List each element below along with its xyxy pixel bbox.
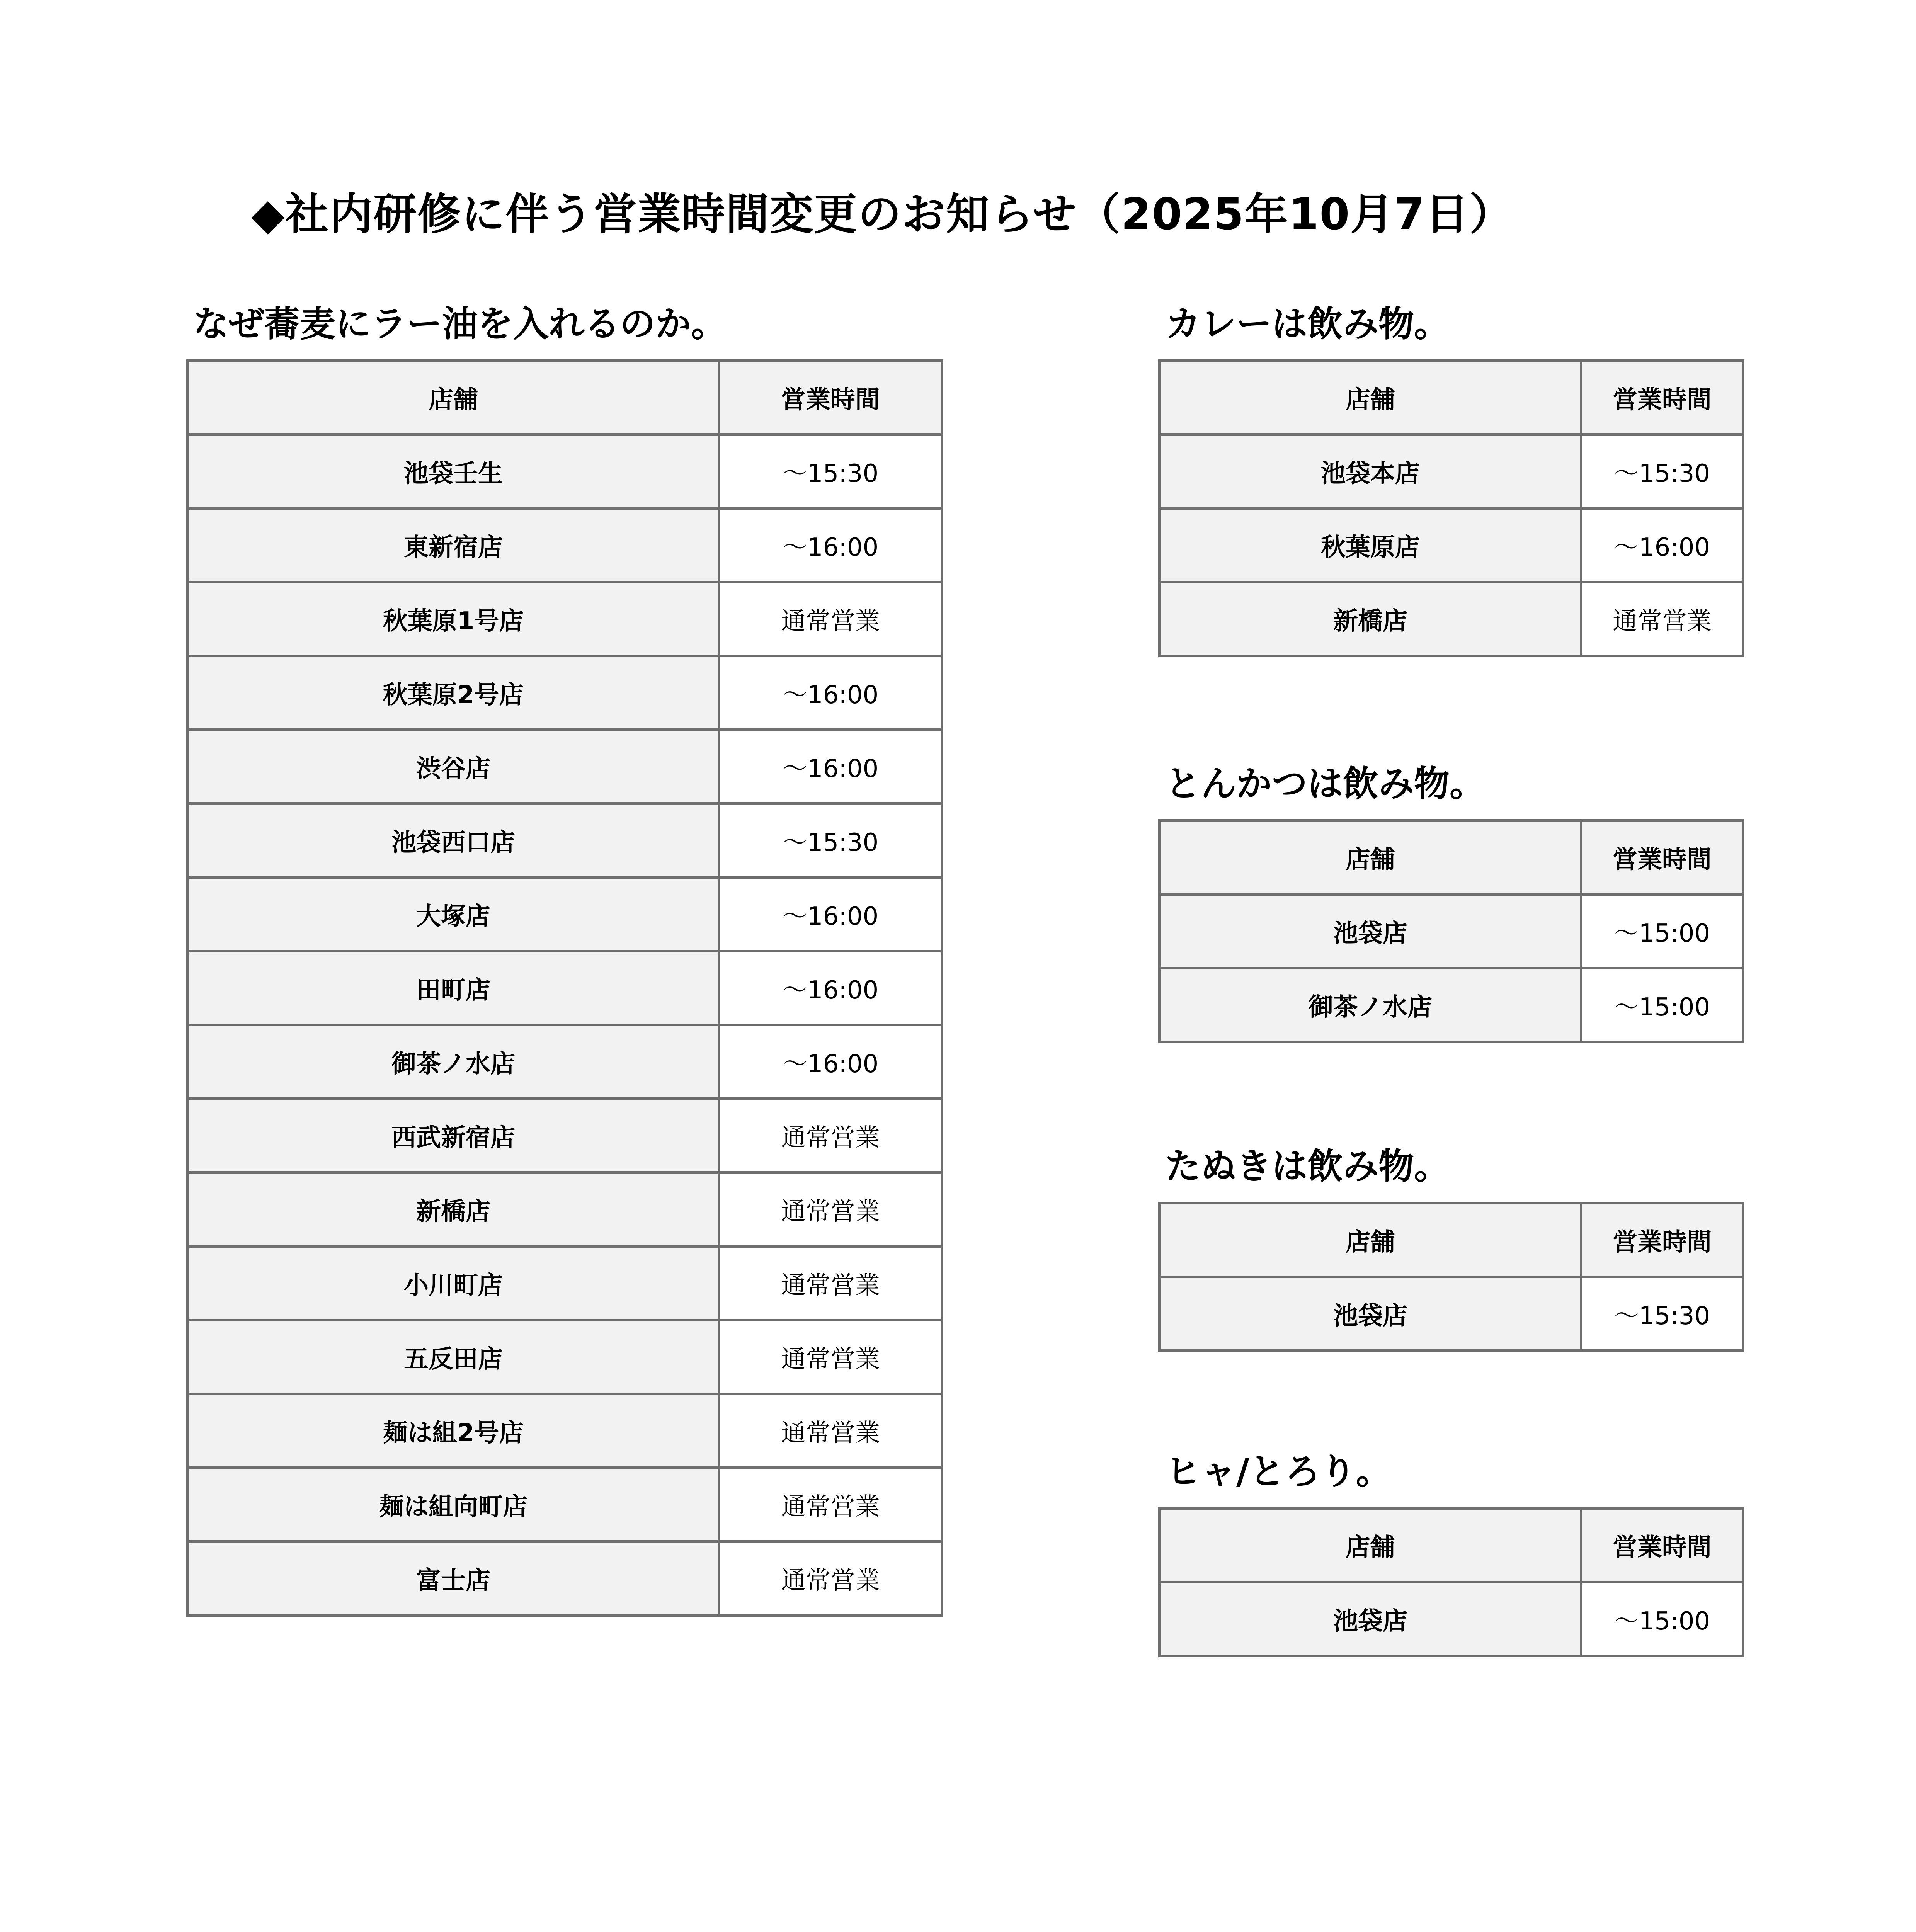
store-name: 秋葉原1号店	[188, 582, 719, 656]
table-row	[1160, 968, 1743, 1042]
hours-table	[1158, 819, 1744, 1043]
store-hours: 通常営業	[1581, 582, 1743, 656]
hours-table	[1158, 1202, 1744, 1352]
store-name: 秋葉原店	[1160, 509, 1581, 582]
table-row	[188, 804, 942, 878]
store-name: 大塚店	[188, 878, 719, 951]
store-name: 御茶ノ水店	[188, 1025, 719, 1099]
section-title: とんかつは飲み物。	[1165, 763, 1485, 804]
header-hours: 営業時間	[1581, 1509, 1743, 1582]
store-name: 麺は組2号店	[188, 1394, 719, 1468]
header-store: 店舗	[1160, 1203, 1581, 1277]
header-hours: 営業時間	[719, 361, 942, 435]
header-hours: 営業時間	[1581, 361, 1743, 435]
table-row	[188, 509, 942, 582]
table-row	[1160, 435, 1743, 509]
store-name: 新橋店	[188, 1173, 719, 1247]
store-hours: 通常営業	[719, 1468, 942, 1542]
table-row	[188, 1025, 942, 1099]
table-header-row	[1160, 1203, 1743, 1277]
table-row	[1160, 1277, 1743, 1351]
section-title: カレーは飲み物。	[1165, 303, 1450, 345]
table-header-row	[188, 361, 942, 435]
store-hours: ～16:00	[1581, 509, 1743, 582]
store-hours: 通常営業	[719, 1099, 942, 1173]
store-name: 麺は組向町店	[188, 1468, 719, 1542]
store-name: 秋葉原2号店	[188, 656, 719, 730]
store-name: 池袋店	[1160, 1582, 1581, 1656]
table-row	[188, 730, 942, 804]
table-row	[188, 1173, 942, 1247]
table-row	[1160, 509, 1743, 582]
store-hours: ～16:00	[719, 509, 942, 582]
store-name: 池袋店	[1160, 895, 1581, 968]
store-name: 田町店	[188, 951, 719, 1025]
store-name: 御茶ノ水店	[1160, 968, 1581, 1042]
table-row	[188, 435, 942, 509]
table-row	[188, 1320, 942, 1394]
store-name: 五反田店	[188, 1320, 719, 1394]
store-hours: 通常営業	[719, 1542, 942, 1616]
table-row	[1160, 895, 1743, 968]
table-row	[1160, 582, 1743, 656]
header-store: 店舗	[188, 361, 719, 435]
store-name: 渋谷店	[188, 730, 719, 804]
table-header-row	[1160, 821, 1743, 895]
table-row	[188, 1468, 942, 1542]
store-name: 池袋店	[1160, 1277, 1581, 1351]
store-hours: 通常営業	[719, 1247, 942, 1320]
store-name: 池袋西口店	[188, 804, 719, 878]
store-name: 東新宿店	[188, 509, 719, 582]
header-hours: 営業時間	[1581, 821, 1743, 895]
store-hours: ～16:00	[719, 730, 942, 804]
section-title: ヒャ/とろり。	[1165, 1451, 1392, 1492]
store-hours: 通常営業	[719, 1394, 942, 1468]
store-hours: ～15:30	[719, 804, 942, 878]
store-name: 新橋店	[1160, 582, 1581, 656]
store-name: 小川町店	[188, 1247, 719, 1320]
header-store: 店舗	[1160, 1509, 1581, 1582]
store-hours: ～15:30	[719, 435, 942, 509]
section-title: たぬきは飲み物。	[1165, 1146, 1450, 1187]
section-title: なぜ蕎麦にラー油を入れるのか。	[193, 303, 727, 345]
store-name: 富士店	[188, 1542, 719, 1616]
store-name: 池袋本店	[1160, 435, 1581, 509]
table-row	[1160, 1582, 1743, 1656]
table-row	[188, 1542, 942, 1616]
table-header-row	[1160, 1509, 1743, 1582]
store-hours: ～15:00	[1581, 1582, 1743, 1656]
hours-table	[186, 359, 943, 1617]
header-hours: 営業時間	[1581, 1203, 1743, 1277]
table-row	[188, 1099, 942, 1173]
store-name: 池袋壬生	[188, 435, 719, 509]
table-row	[188, 582, 942, 656]
store-hours: ～15:30	[1581, 435, 1743, 509]
header-store: 店舗	[1160, 361, 1581, 435]
table-row	[188, 878, 942, 951]
store-hours: ～15:30	[1581, 1277, 1743, 1351]
store-hours: ～15:00	[1581, 968, 1743, 1042]
hours-table	[1158, 1507, 1744, 1657]
store-name: 西武新宿店	[188, 1099, 719, 1173]
page-title: ◆社内研修に伴う営業時間変更のお知らせ（2025年10月7日）	[251, 189, 1514, 240]
hours-table	[1158, 359, 1744, 657]
table-row	[188, 951, 942, 1025]
table-row	[188, 1394, 942, 1468]
store-hours: ～16:00	[719, 951, 942, 1025]
store-hours: 通常営業	[719, 1320, 942, 1394]
table-row	[188, 1247, 942, 1320]
store-hours: ～16:00	[719, 656, 942, 730]
table-header-row	[1160, 361, 1743, 435]
header-store: 店舗	[1160, 821, 1581, 895]
table-row	[188, 656, 942, 730]
store-hours: ～16:00	[719, 1025, 942, 1099]
store-hours: ～15:00	[1581, 895, 1743, 968]
store-hours: 通常営業	[719, 1173, 942, 1247]
store-hours: 通常営業	[719, 582, 942, 656]
store-hours: ～16:00	[719, 878, 942, 951]
